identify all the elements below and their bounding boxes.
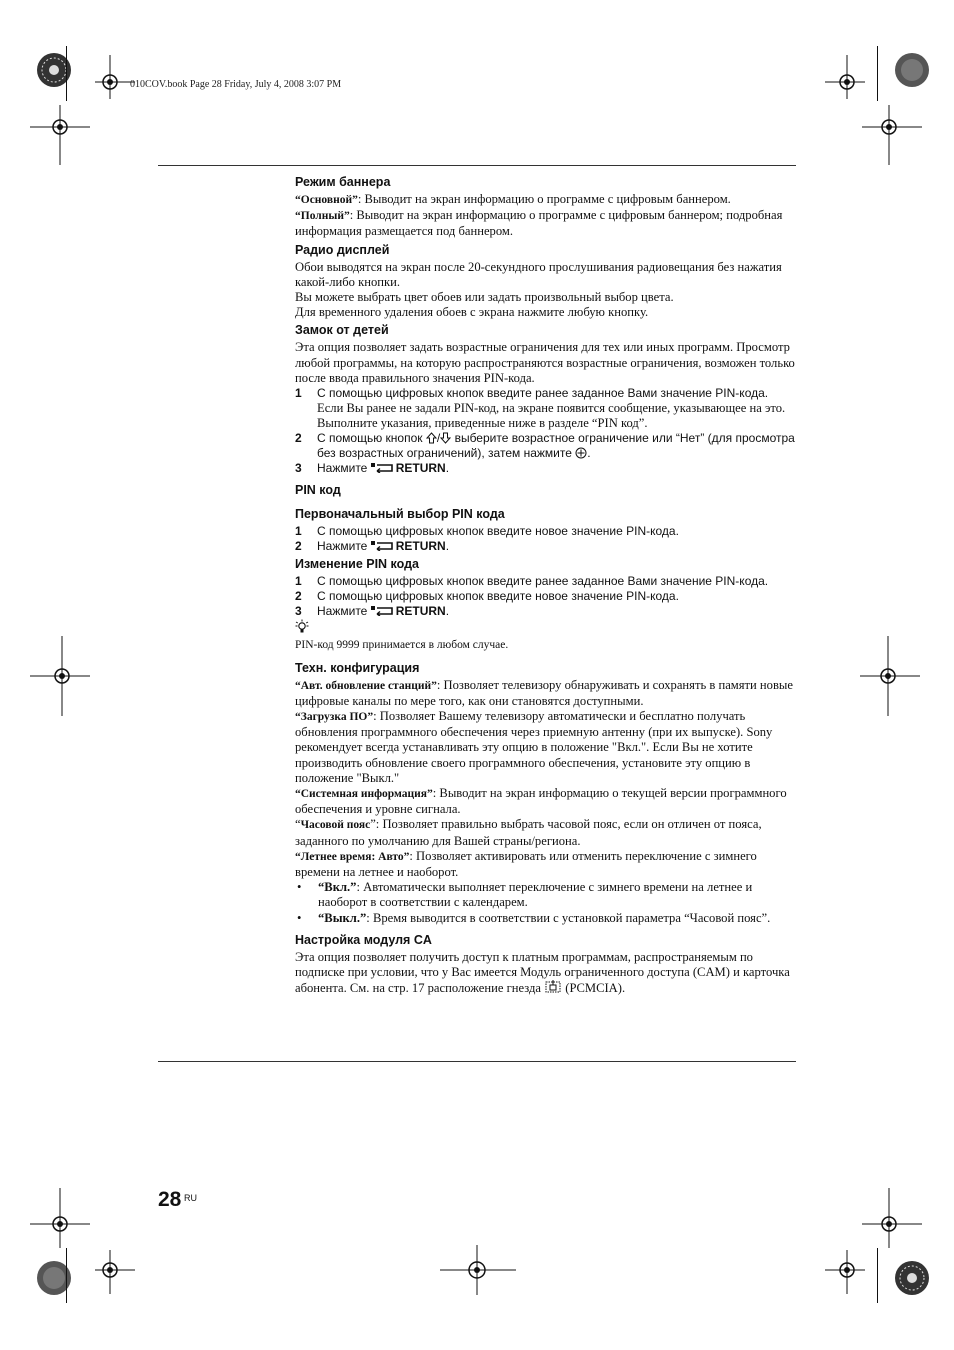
registration-mark-bottom-right <box>880 1250 940 1306</box>
step-text: выберите возрастное ограничение или “Нет” (для просмотра без возрастных ограничений), затем нажмите <box>317 431 795 461</box>
paragraph: Для временного удаления обоев с экрана нажмите любую кнопку. <box>295 305 649 320</box>
paragraph <box>295 192 795 208</box>
option-text: : Время выводится в соответствии с установкой параметра “Часовой пояс”. <box>366 910 771 925</box>
crosshair-mark <box>862 105 922 165</box>
subsection-title-initial-pin: Первоначальный выбор PIN кода <box>295 507 505 522</box>
crosshair-mark <box>440 1245 516 1295</box>
crop-line <box>877 46 878 101</box>
section-title-radio: Радио дисплей <box>295 242 390 257</box>
step-text: С помощью цифровых кнопок введите новое значение PIN-кода. <box>317 524 679 539</box>
option-text: : Позволяет телевизору обнаруживать и сохранять в памяти новые цифровые каналы по мере того, как они становятся доступными. <box>295 677 793 708</box>
option-key: “Вкл.” <box>318 880 357 895</box>
bullet-dot: • <box>297 910 302 925</box>
registration-mark-bottom-left <box>28 1250 88 1306</box>
step-item: 2 Нажмите RETURN. <box>295 539 450 554</box>
paragraph: Обои выводятся на экран после 20-секундного прослушивания радиовещания без нажатия какой-либо кнопки. <box>295 259 782 289</box>
step-text: С помощью цифровых кнопок введите ранее заданное Вами значение PIN-кода. <box>317 574 769 589</box>
step-text: Нажмите <box>317 539 368 554</box>
ok-circle-icon <box>575 447 587 459</box>
paragraph <box>295 950 795 997</box>
paragraph <box>295 786 795 817</box>
down-arrow-icon <box>440 432 451 444</box>
up-arrow-icon <box>426 432 437 444</box>
crosshair-mark <box>862 1188 922 1248</box>
paragraph: Вы можете выбрать цвет обоев или задать произвольный выбор цвета. <box>295 290 674 305</box>
option-text: : Позволяет Вашему телевизору автоматически и бесплатно получать обновления программного обеспечения через приемную антенну (при их выпуске). Sony рекомендует всегда устанавливать эту опцию в положение "Вкл.". Если Вы не хотите производить обновление своего программного обеспечения, установите эту опцию в положение "Выкл." <box>295 709 773 785</box>
paragraph <box>295 709 795 786</box>
option-text: : Выводит на экран информацию о программе с цифровым баннером; подробная информация размещается под баннером. <box>295 208 783 239</box>
paragraph-text: (PCMCIA). <box>565 981 626 996</box>
section-title-child-lock: Замок от детей <box>295 323 389 338</box>
crosshair-mark <box>30 1188 90 1248</box>
top-rule <box>158 165 796 166</box>
crop-line <box>66 46 67 101</box>
paragraph-text: Эта опция позволяет получить доступ к платным программам, распространяемым по подписке при условии, что у Вас имеется Модуль ограниченного доступа (CAM) и карточка абонента. См. на стр. 17 расположение гнезда <box>295 949 790 996</box>
list-item <box>295 911 795 926</box>
page-language: RU <box>184 1193 197 1203</box>
crosshair-mark <box>825 55 865 99</box>
tip-block <box>295 619 795 653</box>
return-arrow-icon <box>371 606 393 616</box>
paragraph <box>295 849 795 880</box>
quote-mark: “ <box>295 817 301 832</box>
registration-mark-top-left <box>28 44 88 100</box>
step-text: С помощью цифровых кнопок введите новое значение PIN-кода. <box>317 589 679 604</box>
option-key: Часовой пояс <box>300 819 371 832</box>
crosshair-mark <box>30 105 90 165</box>
crosshair-mark <box>825 1250 865 1294</box>
option-text: : Выводит на экран информацию о текущей версии программного обеспечения и уровне сигнала. <box>295 786 787 817</box>
section-title-banner: Режим баннера <box>295 175 391 189</box>
option-text: : Выводит на экран информацию о программе с цифровым баннером. <box>357 192 731 206</box>
section-title-cam: Настройка модуля CA <box>295 932 432 947</box>
section-title-tech: Техн. конфигурация <box>295 660 420 675</box>
option-text: : Автоматически выполняет переключение с зимнего времени на летнее и наоборот в соответствии с календарем. <box>318 880 753 910</box>
paragraph <box>295 678 795 709</box>
step-number: 3 <box>295 461 302 476</box>
option-key: “Системная информация” <box>295 788 433 801</box>
step-number: 3 <box>295 604 302 619</box>
step-item <box>295 589 795 604</box>
option-key: “Выкл.” <box>318 910 367 925</box>
crop-line <box>877 1248 878 1303</box>
return-label: RETURN <box>395 539 446 554</box>
crosshair-mark <box>95 1250 135 1294</box>
option-key: “Авт. обновление станций” <box>295 679 437 692</box>
bottom-rule <box>158 1061 796 1062</box>
paragraph <box>295 208 795 239</box>
subsection-title-change-pin: Изменение PIN кода <box>295 557 420 572</box>
option-key: “Полный” <box>295 210 350 223</box>
step-number: 2 <box>295 431 302 446</box>
step-item: 3 Нажмите RETURN. <box>295 604 450 619</box>
crosshair-mark <box>95 55 135 99</box>
step-number: 1 <box>295 574 302 589</box>
bullet-dot: • <box>297 880 302 895</box>
step-number: 1 <box>295 386 302 401</box>
step-item: 2 С помощью кнопок / выберите возрастное ограничение или “Нет” (для просмотра без возрастных ограничений), затем нажмите . <box>295 431 795 461</box>
crop-line <box>66 1248 67 1303</box>
crosshair-mark <box>860 636 920 716</box>
step-text: С помощью цифровых кнопок введите ранее заданное Вами значение PIN-кода. <box>317 386 769 401</box>
return-label: RETURN <box>395 604 446 619</box>
lightbulb-tip-icon <box>295 619 309 633</box>
option-text: : Позволяет активировать или отменить переключение с зимнего времени на летнее и наоборот. <box>295 848 757 880</box>
print-header-note: 010COV.book Page 28 Friday, July 4, 2008 3:07 PM <box>130 79 342 90</box>
step-number: 1 <box>295 524 302 539</box>
main-content <box>295 172 795 997</box>
return-arrow-icon <box>371 541 393 551</box>
registration-mark-top-right <box>880 44 940 100</box>
list-item <box>295 880 795 910</box>
return-arrow-icon <box>371 463 393 473</box>
option-text: ”: Позволяет правильно выбрать часовой пояс, если он отличен от пояса, заданного по умолчанию для Вашей страны/региона. <box>295 817 762 848</box>
step-item <box>295 574 795 589</box>
pcmcia-slot-icon <box>544 980 562 994</box>
step-text: Нажмите <box>317 604 368 619</box>
option-key: “Загрузка ПО” <box>295 711 374 724</box>
step-note: Если Вы ранее не задали PIN-код, на экране появится сообщение, указывающее на это. Выполните указания, приведенные ниже в разделе “PIN код”. <box>317 401 786 431</box>
section-title-pin: PIN код <box>295 483 341 498</box>
crosshair-mark <box>30 636 90 716</box>
option-key: “Летнее время: Авто” <box>295 850 410 863</box>
step-item <box>295 386 795 431</box>
paragraph: Эта опция позволяет задать возрастные ограничения для тех или иных программ. Просмотр любой программы, на которую распространяются возрастные ограничения, возможен только после ввода правильного значения PIN-кода. <box>295 340 795 385</box>
step-number: 2 <box>295 539 302 554</box>
step-text: Нажмите <box>317 461 368 476</box>
step-number: 2 <box>295 589 302 604</box>
step-text: С помощью кнопок <box>317 431 423 446</box>
option-key: “Основной” <box>295 194 358 206</box>
paragraph <box>295 817 795 848</box>
step-item <box>295 524 795 539</box>
return-label: RETURN <box>395 461 446 476</box>
tip-text: PIN-код 9999 принимается в любом случае. <box>295 639 509 652</box>
step-item: 3 Нажмите RETURN. <box>295 461 450 476</box>
page-number: 28 <box>158 1188 182 1211</box>
